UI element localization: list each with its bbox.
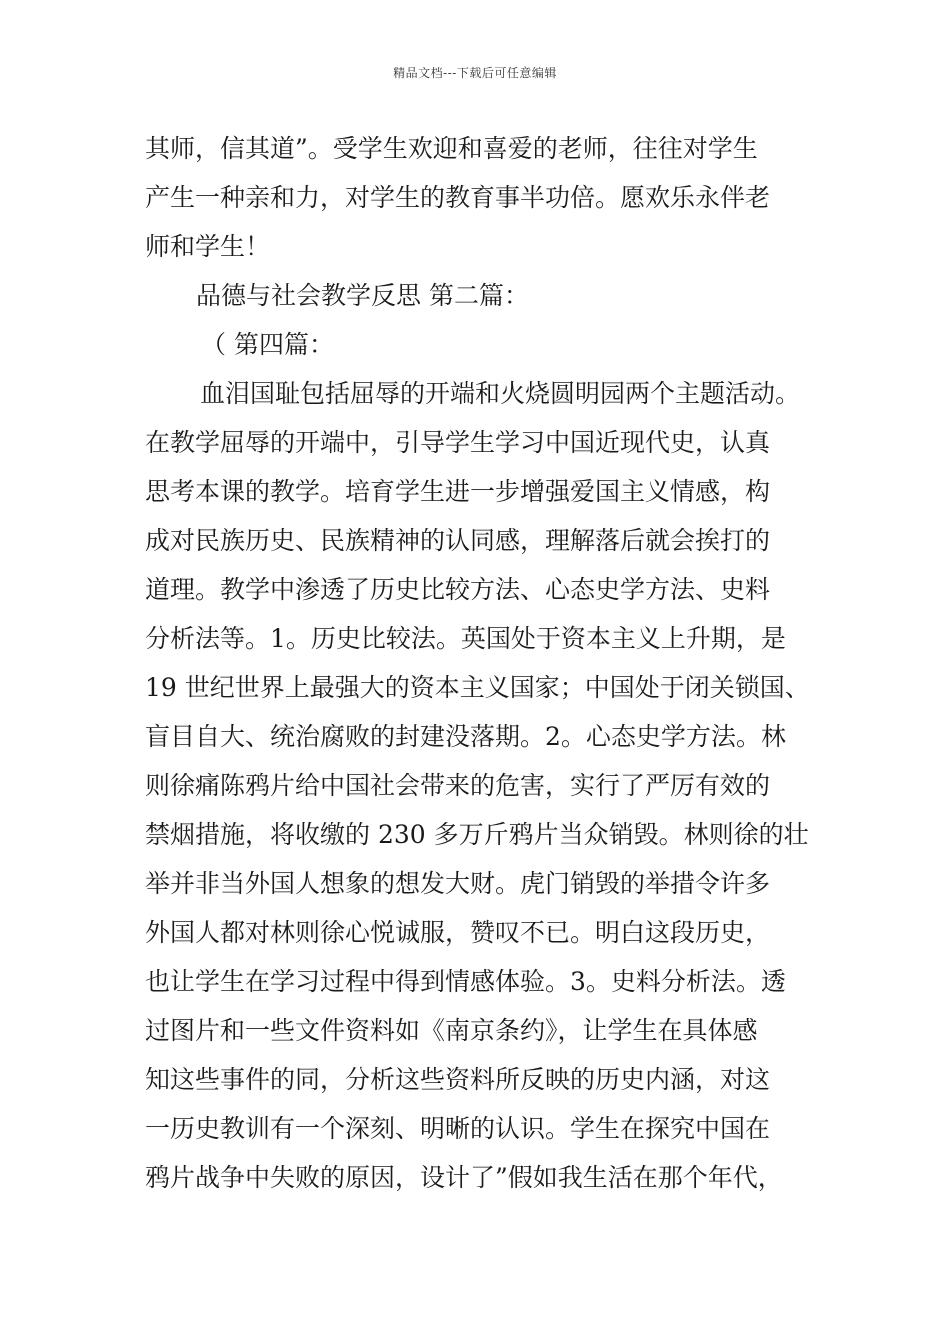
text-line: 盲目自大、统治腐败的封建没落期。2。心态史学方法。林	[145, 722, 786, 751]
document-body	[145, 124, 825, 1202]
text-line: 师和学生！	[145, 232, 271, 261]
paragraph-continuation	[145, 124, 825, 271]
paragraph-main	[145, 369, 825, 1202]
text-line: 其师，信其道”。受学生欢迎和喜爱的老师，往往对学生	[145, 134, 758, 163]
text-line: 19 世纪世界上最强大的资本主义国家；中国处于闭关锁国、	[145, 673, 810, 702]
sub-heading-line: （ 第四篇：	[201, 330, 334, 359]
text-line: 禁烟措施，将收缴的 230 多万斤鸦片当众销毁。林则徐的壮	[145, 820, 809, 849]
heading-line: 品德与社会教学反思 第二篇：	[196, 281, 529, 310]
text-line: 分析法等。1。历史比较法。英国处于资本主义上升期，是	[145, 624, 786, 653]
text-line: 思考本课的教学。培育学生进一步增强爱国主义情感，构	[145, 477, 771, 506]
text-line: 成对民族历史、民族精神的认同感，理解落后就会挨打的	[145, 526, 771, 555]
text-line: 产生一种亲和力，对学生的教育事半功倍。愿欢乐永伴老	[145, 183, 771, 212]
page-header: 精品文档---下载后可任意编辑	[393, 66, 557, 80]
text-line: 一历史教训有一个深刻、明晰的认识。学生在探究中国在	[145, 1114, 771, 1143]
text-line: 道理。教学中渗透了历史比较方法、心态史学方法、史料	[145, 575, 771, 604]
text-line: 过图片和一些文件资料如《南京条约》，让学生在具体感	[145, 1016, 758, 1045]
text-line: 则徐痛陈鸦片给中国社会带来的危害，实行了严厉有效的	[145, 771, 771, 800]
text-line: 知这些事件的同，分析这些资料所反映的历史内涵，对这	[145, 1065, 771, 1094]
text-line: 举并非当外国人想象的想发大财。虎门销毁的举措令许多	[145, 869, 771, 898]
text-line: 在教学屈辱的开端中，引导学生学习中国近现代史，认真	[145, 428, 771, 457]
text-line: 也让学生在学习过程中得到情感体验。3。史料分析法。透	[145, 967, 786, 996]
text-line: 外国人都对林则徐心悦诚服，赞叹不已。明白这段历史，	[145, 918, 771, 947]
text-line: 血泪国耻包括屈辱的开端和火烧圆明园两个主题活动。	[200, 379, 801, 408]
section-heading	[145, 271, 825, 320]
text-line: 鸦片战争中失败的原因，设计了”假如我生活在那个年代，	[145, 1163, 783, 1192]
sub-heading	[145, 320, 825, 369]
